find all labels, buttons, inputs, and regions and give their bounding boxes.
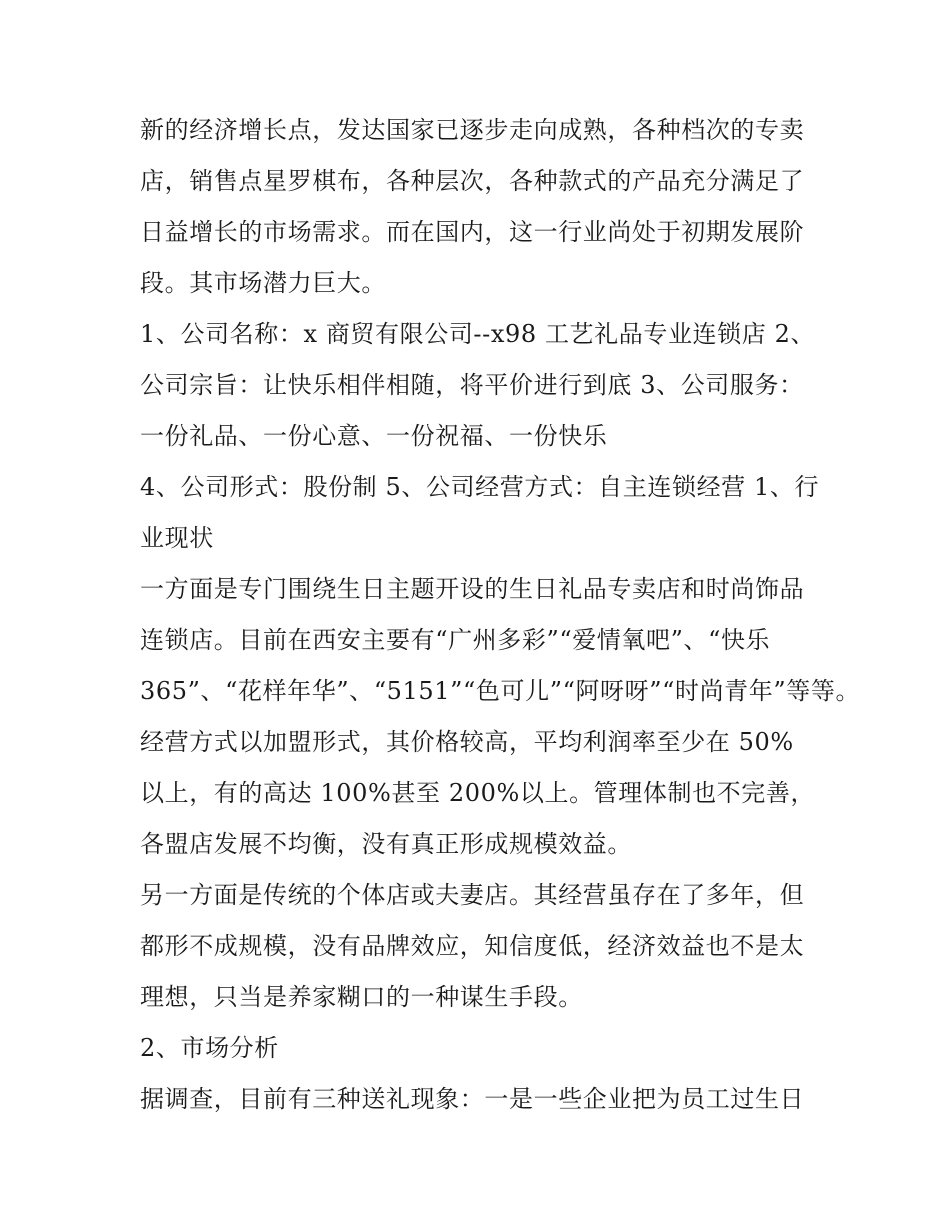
section-heading: 2、市场分析 xyxy=(140,1034,279,1062)
text-line: 店，销售点星罗棋布，各种层次，各种款式的产品充分满足了 xyxy=(140,167,805,195)
text-line: 新的经济增长点，发达国家已逐步走向成熟，各种档次的专卖 xyxy=(140,116,805,144)
text-line: 公司宗旨：让快乐相伴相随，将平价进行到底 3、公司服务： xyxy=(140,371,804,399)
text-line: 都形不成规模，没有品牌效应，知信度低，经济效益也不是太 xyxy=(140,932,805,960)
text-line: 日益增长的市场需求。而在国内，这一行业尚处于初期发展阶 xyxy=(140,218,805,246)
text-line: 连锁店。目前在西安主要有“广州多彩”“爱情氧吧”、“快乐 xyxy=(140,626,771,654)
document-page xyxy=(140,105,861,1125)
text-line: 一份礼品、一份心意、一份祝福、一份快乐 xyxy=(140,422,608,450)
text-line: 据调查，目前有三种送礼现象：一是一些企业把为员工过生日 xyxy=(140,1085,805,1113)
text-line: 以上，有的高达 100%甚至 200%以上。管理体制也不完善， xyxy=(140,779,816,807)
text-line: 另一方面是传统的个体店或夫妻店。其经营虽存在了多年，但 xyxy=(140,881,805,909)
text-line: 业现状 xyxy=(140,524,214,552)
text-line: 各盟店发展不均衡，没有真正形成规模效益。 xyxy=(140,830,632,858)
text-line: 经营方式以加盟形式，其价格较高，平均利润率至少在 50% xyxy=(140,728,794,756)
text-line: 一方面是专门围绕生日主题开设的生日礼品专卖店和时尚饰品 xyxy=(140,575,805,603)
text-line: 1、公司名称：x 商贸有限公司--x98 工艺礼品专业连锁店 2、 xyxy=(140,320,816,348)
text-line: 365”、“花样年华”、“5151”“色可儿”“阿呀呀”“时尚青年”等等。 xyxy=(140,677,861,705)
text-line: 4、公司形式：股份制 5、公司经营方式：自主连锁经营 1、行 xyxy=(140,473,820,501)
text-line: 段。其市场潜力巨大。 xyxy=(140,269,386,297)
text-line: 理想，只当是养家糊口的一种谋生手段。 xyxy=(140,983,583,1011)
